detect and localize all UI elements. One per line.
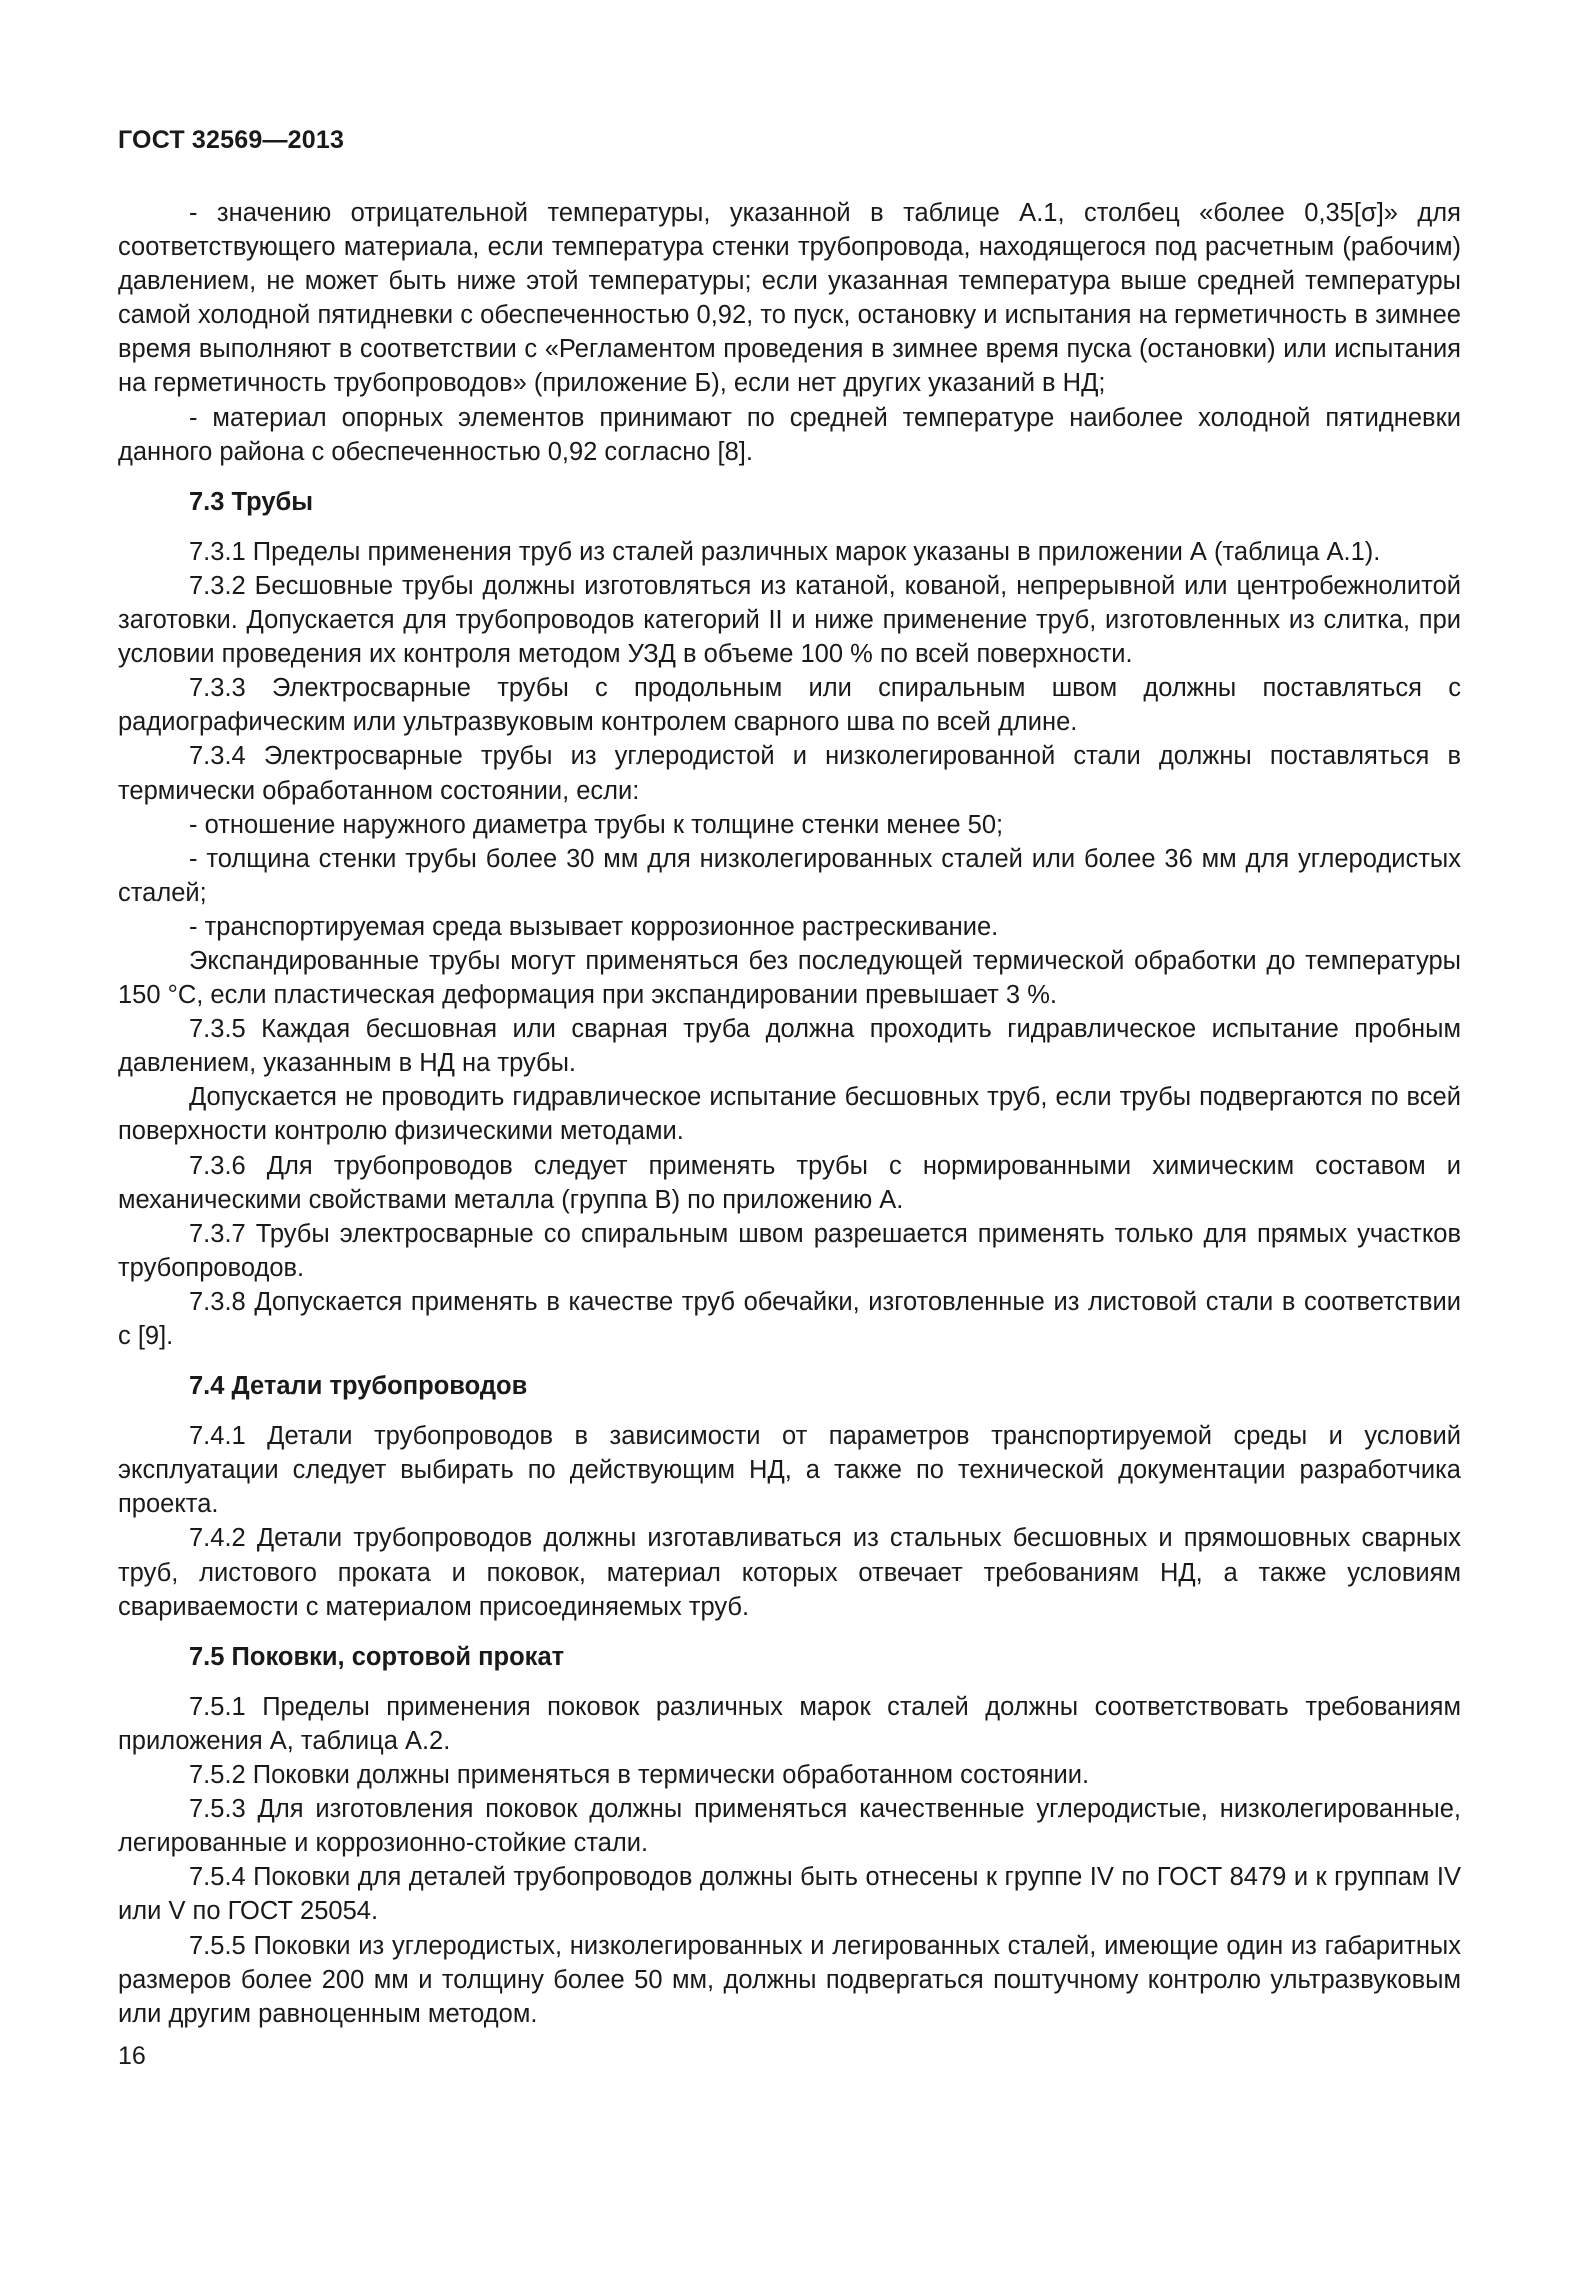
paragraph: 7.5.5 Поковки из углеродистых, низколегированных и легированных сталей, имеющие один из габаритных размеров более 200 мм и толщину более 50 мм, должны подвергаться поштучному контролю ультразвуковым или другим равноценным методом. bbox=[118, 1931, 1461, 2028]
section-heading: 7.5 Поковки, сортовой прокат bbox=[189, 1642, 565, 1671]
section-heading: 7.4 Детали трубопроводов bbox=[189, 1372, 528, 1401]
paragraph: 7.5.3 Для изготовления поковок должны применяться качественные углеродистые, низколегированные, легированные и коррозионно-стойкие стали. bbox=[118, 1795, 1461, 1858]
paragraph: 7.3.5 Каждая бесшовная или сварная труба должна проходить гидравлическое испытание пробным давлением, указанным в НД на трубы. bbox=[118, 1015, 1461, 1078]
paragraph: Экспандированные трубы могут применяться без последующей термической обработки до температуры 150 °С, если пластическая деформация при экспандировании превышает 3 %. bbox=[118, 946, 1461, 1010]
paragraph: 7.3.6 Для трубопроводов следует применять трубы с нормированными химическим составом и механическими свойствами металла (группа В) по приложению А. bbox=[118, 1151, 1461, 1214]
paragraph: - материал опорных элементов принимают по средней температуре наиболее холодной пятидневки данного района с обеспеченностью 0,92 согласно [8]. bbox=[118, 403, 1461, 466]
page-header: ГОСТ 32569—2013 bbox=[118, 126, 345, 154]
page-number: 16 bbox=[118, 2042, 146, 2070]
paragraph: 7.3.3 Электросварные трубы с продольным или спиральным швом должны поставляться с радиографическим или ультразвуковым контролем сварного шва по всей длине. bbox=[118, 674, 1461, 737]
list-item: - отношение наружного диаметра трубы к толщине стенки менее 50; bbox=[189, 810, 1004, 839]
paragraph: - значению отрицательной температуры, указанной в таблице А.1, столбец «более 0,35[σ]» для соответствующего материала, если температура стенки трубопровода, находящегося под расчетным (рабочим) давлением, не может быть ниже этой температуры; если указанная температура выше средней температуры самой холодной пятидневки с обеспеченностью 0,92, то пуск, остановку и испытания на герметичность в зимнее время выполняют в соответствии с «Регламентом проведения в зимнее время пуска (остановки) или испытания на герметичность трубопроводов» (приложение Б), если нет других указаний в НД; bbox=[118, 199, 1461, 398]
paragraph: 7.3.7 Трубы электросварные со спиральным швом разрешается применять только для прямых участков трубопроводов. bbox=[118, 1219, 1461, 1282]
paragraph: 7.5.1 Пределы применения поковок различных марок сталей должны соответствовать требованиям приложения А, таблица А.2. bbox=[118, 1692, 1461, 1755]
paragraph: Допускается не проводить гидравлическое испытание бесшовных труб, если трубы подвергаются по всей поверхности контролю физическими методами. bbox=[118, 1083, 1461, 1146]
paragraph: 7.3.1 Пределы применения труб из сталей различных марок указаны в приложении А (таблица А.1). bbox=[189, 537, 1381, 566]
list-item: - толщина стенки трубы более 30 мм для низколегированных сталей или более 36 мм для углеродистых сталей; bbox=[118, 844, 1461, 907]
paragraph: 7.4.2 Детали трубопроводов должны изготавливаться из стальных бесшовных и прямошовных сварных труб, листового проката и поковок, материал которых отвечает требованиям НД, а также условиям свариваемости с материалом присоединяемых труб. bbox=[118, 1524, 1461, 1621]
paragraph: 7.3.8 Допускается применять в качестве труб обечайки, изготовленные из листовой стали в соответствии с [9]. bbox=[118, 1287, 1461, 1350]
page-body bbox=[118, 196, 1461, 2031]
paragraph: 7.3.4 Электросварные трубы из углеродистой и низколегированной стали должны поставляться в термически обработанном состоянии, если: bbox=[118, 742, 1461, 805]
paragraph: 7.3.2 Бесшовные трубы должны изготовляться из катаной, кованой, непрерывной или центробежнолитой заготовки. Допускается для трубопроводов категорий II и ниже применение труб, изготовленных из слитка, при условии проведения их контроля методом УЗД в объеме 100 % по всей поверхности. bbox=[118, 571, 1461, 669]
section-heading: 7.3 Трубы bbox=[189, 487, 314, 516]
paragraph: 7.4.1 Детали трубопроводов в зависимости от параметров транспортируемой среды и условий эксплуатации следует выбирать по действующим НД, а также по технической документации разработчика проекта. bbox=[118, 1422, 1461, 1519]
paragraph: 7.5.4 Поковки для деталей трубопроводов должны быть отнесены к группе IV по ГОСТ 8479 и к группам IV или V по ГОСТ 25054. bbox=[118, 1863, 1461, 1926]
list-item: - транспортируемая среда вызывает коррозионное растрескивание. bbox=[189, 912, 999, 941]
paragraph: 7.5.2 Поковки должны применяться в термически обработанном состоянии. bbox=[189, 1761, 1090, 1790]
